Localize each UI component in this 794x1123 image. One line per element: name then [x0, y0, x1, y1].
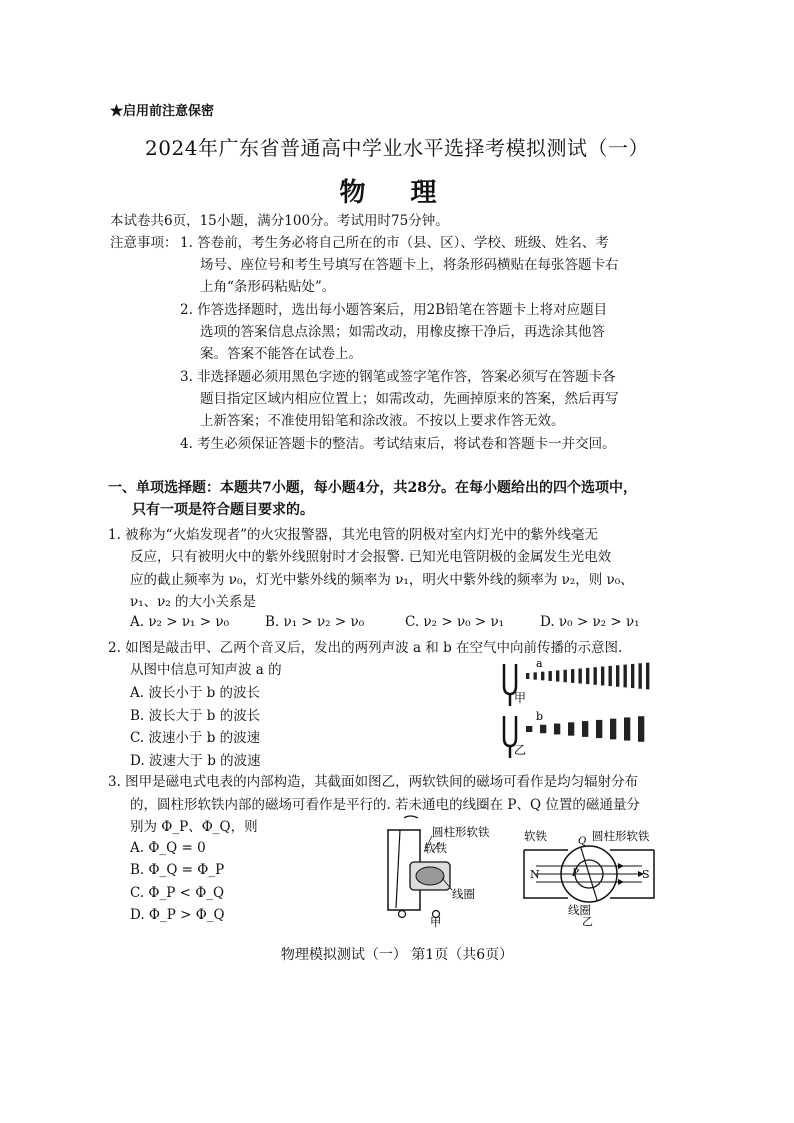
wavefront	[631, 664, 634, 688]
wave-b-fronts	[526, 716, 644, 742]
fig-jia-label: 线圈	[452, 887, 475, 901]
q2-stem: 2. 如图是敲击甲、乙两个音叉后，发出的两列声波 a 和 b 在空气中向前传播的示意图.	[108, 640, 623, 656]
exam-intro: 本试卷共6页，15小题，满分100分。考试用时75分钟。	[110, 213, 449, 229]
fork-yi-label: 乙	[514, 743, 527, 757]
fig-jia-label: 软铁	[424, 841, 447, 855]
wavefront	[568, 722, 574, 735]
notes-label: 注意事项：	[110, 235, 178, 251]
sound-wave-figure	[496, 654, 658, 762]
wavefront	[609, 666, 612, 686]
q2-option-a[interactable]: A. 波长小于 b 的波长	[130, 685, 261, 701]
q3-stem: 的，圆柱形软铁内部的磁场可看作是平行的. 若未通电的线圈在 P、Q 位置的磁通量分	[130, 797, 640, 813]
note-line: 3. 非选择题必须用黑色字迹的钢笔或签字笔作答，答案必须写在答题卡各	[180, 369, 616, 385]
fig-yi-label: 软铁	[524, 829, 547, 843]
pole-n-label: N	[530, 868, 540, 881]
note-line: 1. 答卷前，考生务必将自己所在的市（县、区）、学校、班级、姓名、考	[180, 235, 609, 251]
q3-option-a[interactable]: A. Φ_Q = 0	[130, 840, 206, 856]
note-line: 案。答案不能答在试卷上。	[200, 346, 362, 362]
wave-a-fronts	[526, 663, 649, 690]
wavefront	[549, 671, 552, 681]
meter-structure-figure-jia	[380, 812, 505, 930]
wavefront	[526, 726, 532, 732]
wavefront	[564, 670, 567, 682]
q1-option-c[interactable]: C. ν₂ > ν₀ > ν₁	[405, 614, 505, 630]
point-p-label: P	[572, 868, 579, 879]
q3-stem: 3. 图甲是磁电式电表的内部构造，其截面如图乙，两软铁间的磁场可看作是均匀辐射分布	[108, 774, 639, 790]
q1-stem: 应的截止频率为 ν₀，灯光中紫外线的频率为 ν₁，明火中紫外线的频率为 ν₂，则 ν₀、	[130, 572, 634, 588]
q1-option-a[interactable]: A. ν₂ > ν₁ > ν₀	[130, 614, 229, 630]
fig-jia-caption: 甲	[430, 915, 442, 929]
wavefront	[534, 672, 537, 679]
fig-yi-label: 圆柱形软铁	[592, 829, 650, 843]
meter-cross-section-figure-yi	[518, 826, 660, 926]
note-line: 上新答案；不准使用铅笔和涂改液。不按以上要求作答无效。	[200, 413, 565, 429]
fig-yi-label: 线圈	[568, 903, 591, 917]
note-line: 场号、座位号和考生号填写在答题卡上，将条形码横贴在每张答题卡右	[200, 257, 619, 273]
q1-option-b[interactable]: B. ν₁ > ν₂ > ν₀	[265, 614, 365, 630]
wavefront	[610, 719, 616, 740]
wavefront	[624, 717, 630, 740]
wave-b-label: b	[536, 710, 544, 723]
q3-option-c[interactable]: C. Φ_P < Φ_Q	[130, 885, 225, 901]
q3-option-d[interactable]: D. Φ_P > Φ_Q	[130, 907, 225, 923]
fig-jia-label: 圆柱形软铁	[432, 825, 490, 839]
section-heading: 只有一项是符合题目要求的。	[132, 502, 314, 518]
q1-stem: 反应，只有被明火中的紫外线照射时才会报警. 已知光电管阴极的金属发生光电效	[130, 549, 612, 565]
note-line: 2. 作答选择题时，选出每小题答案后，用2B铅笔在答题卡上将对应题目	[180, 302, 608, 318]
pole-s-label: S	[642, 868, 650, 881]
fork-jia-label: 甲	[514, 691, 527, 705]
wavefront	[556, 670, 559, 681]
wavefront	[624, 665, 627, 688]
note-line: 4. 考生必须保证答题卡的整洁。考试结束后，将试卷和答题卡一并交回。	[180, 436, 616, 452]
wavefront	[596, 720, 602, 738]
q1-stem: 1. 被称为“火焰发现者”的火灾报警器，其光电管的阴极对室内灯光中的紫外线毫无	[108, 527, 598, 543]
wavefront	[579, 668, 582, 683]
q2-option-b[interactable]: B. 波长大于 b 的波长	[130, 708, 261, 724]
wavefront	[582, 721, 588, 737]
q3-stem: 别为 Φ_P、Φ_Q，则	[130, 819, 258, 835]
wavefront	[594, 667, 597, 685]
wave-a-label: a	[536, 657, 543, 670]
wavefront	[638, 716, 644, 742]
page-footer: 物理模拟测试（一） 第1页（共6页）	[280, 947, 514, 963]
q1-stem: ν₁、ν₂ 的大小关系是	[130, 594, 257, 610]
confidential-mark: ★启用前注意保密	[110, 104, 215, 119]
subject-title: 物 理	[339, 178, 455, 208]
wavefront	[586, 668, 589, 684]
note-line: 上角“条形码粘贴处”。	[200, 279, 336, 295]
wavefront	[571, 669, 574, 683]
q2-option-c[interactable]: C. 波速小于 b 的波速	[130, 730, 261, 746]
wavefront	[639, 663, 642, 688]
note-line: 题目指定区域内相应位置上；如需改动，先画掉原来的答案，然后再写	[200, 391, 619, 407]
fig-yi-caption: 乙	[582, 915, 593, 926]
section-heading: 一、单项选择题：本题共7小题，每小题4分，共28分。在每小题给出的四个选项中，	[108, 480, 637, 496]
wavefront	[540, 725, 546, 733]
wavefront	[616, 665, 619, 687]
point-q-label: Q	[578, 836, 587, 847]
q2-option-d[interactable]: D. 波速大于 b 的波速	[130, 753, 261, 769]
note-line: 选项的答案信息点涂黑；如需改动，用橡皮擦干净后，再选涂其他答	[200, 324, 605, 340]
q3-option-b[interactable]: B. Φ_Q = Φ_P	[130, 862, 225, 878]
wavefront	[601, 667, 604, 686]
wavefront	[646, 663, 649, 690]
q1-option-d[interactable]: D. ν₀ > ν₂ > ν₁	[540, 614, 640, 630]
wavefront	[526, 673, 529, 679]
wavefront	[541, 672, 544, 681]
exam-title: 2024年广东省普通高中学业水平选择考模拟测试（一）	[145, 136, 649, 160]
wavefront	[554, 724, 560, 735]
q2-stem: 从图中信息可知声波 a 的	[130, 662, 282, 678]
